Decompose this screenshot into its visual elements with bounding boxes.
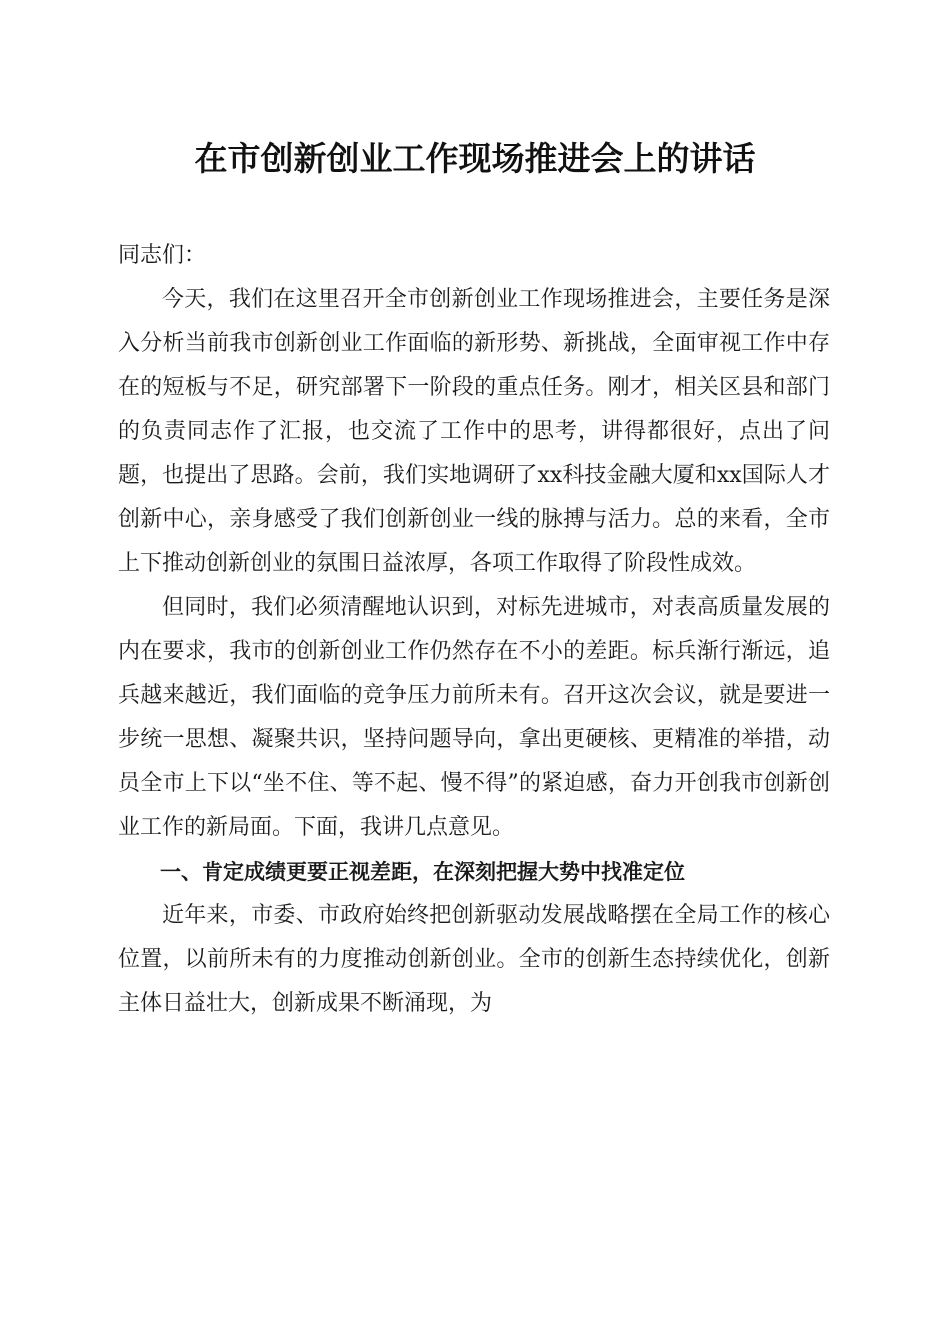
document-body <box>118 234 830 1026</box>
paragraph-section-one: 近年来，市委、市政府始终把创新驱动发展战略摆在全局工作的核心位置，以前所未有的力度推动创新创业。全市的创新生态持续优化，创新主体日益壮大，创新成果不断涌现，为 <box>118 903 830 1016</box>
salutation: 同志们： <box>118 243 207 268</box>
document-title: 在市创新创业工作现场推进会上的讲话 <box>194 139 756 178</box>
section-heading: 一、肯定成绩更要正视差距，在深刻把握大势中找准定位 <box>160 860 685 884</box>
paragraph-opening: 今天，我们在这里召开全市创新创业工作现场推进会，主要任务是深入分析当前我市创新创业工作面临的新形势、新挑战，全面审视工作中存在的短板与不足，研究部署下一阶段的重点任务。刚才，相关区县和部门的负责同志作了汇报，也交流了工作中的思考，讲得都很好，点出了问题，也提出了思路。会前，我们实地调研了xx科技金融大厦和xx国际人才创新中心，亲身感受了我们创新创业一线的脉搏与活力。总的来看，全市上下推动创新创业的氛围日益浓厚，各项工作取得了阶段性成效。 <box>118 287 830 576</box>
paragraph-challenges: 但同时，我们必须清醒地认识到，对标先进城市，对表高质量发展的内在要求，我市的创新创业工作仍然存在不小的差距。标兵渐行渐远，追兵越来越近，我们面临的竞争压力前所未有。召开这次会议，就是要进一步统一思想、凝聚共识，坚持问题导向，拿出更硬核、更精准的举措，动员全市上下以“坐不住、等不起、慢不得”的紧迫感，奋力开创我市创新创业工作的新局面。下面，我讲几点意见。 <box>118 595 830 840</box>
